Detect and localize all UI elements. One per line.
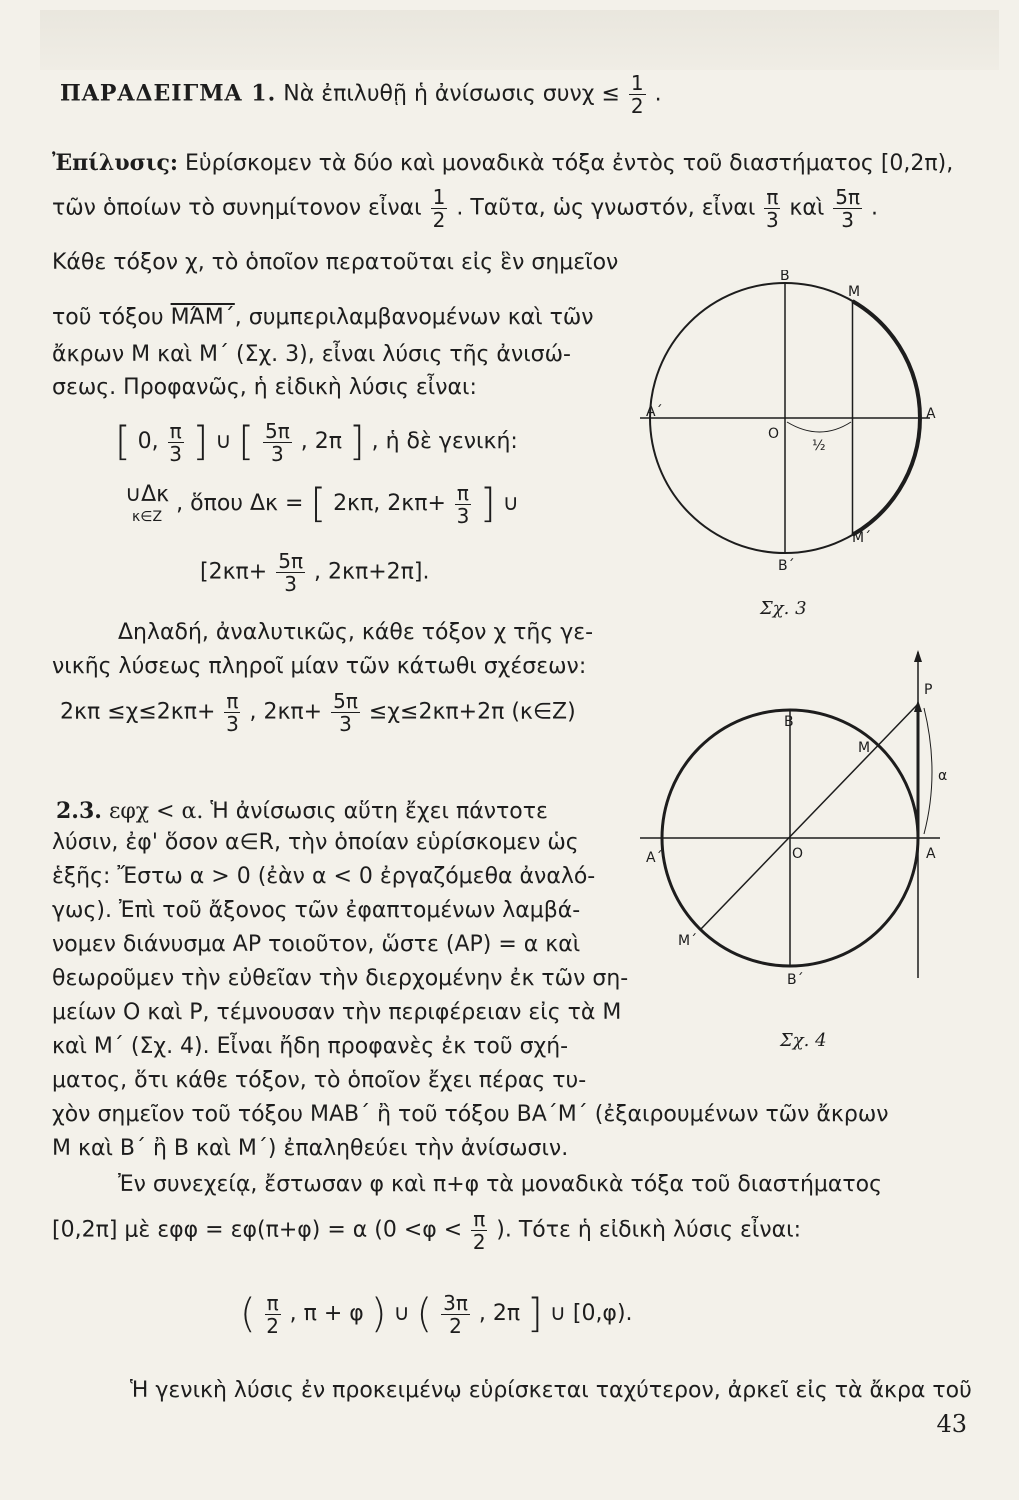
bleed-through-text [40, 10, 999, 70]
fraction-5pi-over-3: $\frac{5\pi}{3}$ [333, 689, 358, 736]
fig4-label-M: M [858, 740, 871, 756]
fig4-tangent-arrow [914, 650, 922, 662]
fraction-3pi-over-2: $\frac{3\pi}{2}$ [443, 1290, 468, 1338]
solution-line-4: τοῦ τόξου ΜΆΜ΄, συμπεριλαμβανομένων καὶ τῶν [52, 305, 594, 330]
example-statement: Νὰ ἐπιλυθῇ ἡ ἀνίσωσις συνχ ≤ [283, 81, 620, 107]
section-line-8: καὶ Μ΄ (Σχ. 4). Εἶναι ἤδη προφανὲς ἐκ τοῦ σχή- [52, 1034, 569, 1059]
fraction-pi-over-3: $\frac{\pi}{3}$ [456, 480, 470, 528]
solution-line-1: Ἐπίλυσις: Εὑρίσκομεν τὰ δύο καὶ μοναδικὰ τόξα ἐντὸς τοῦ διαστήματος [0,2π), [52, 150, 954, 176]
fraction-one-half: $\frac{1}{2}$ [630, 71, 644, 118]
figure-4-caption: Σχ. 4 [780, 1030, 827, 1051]
section-line-6: θεωροῦμεν τὴν εὐθεῖαν τὴν διερχομένην ἐκ τῶν ση- [52, 966, 629, 991]
section-number: 2.3. [56, 798, 102, 824]
general-solution-formula: ∪Δκ κ∈Z , ὅπου Δκ = [ 2κπ, 2κπ+ $\frac{\pi}{3}$ ] ∪ [125, 480, 519, 528]
fraction-5pi-over-3: $\frac{5\pi}{3}$ [835, 185, 861, 232]
fraction-pi-over-3: $\frac{\pi}{3}$ [226, 689, 239, 736]
section-heading: εφχ < α. [108, 799, 204, 824]
general-solution-second-interval: [2κπ+ $\frac{5\pi}{3}$ , 2κπ+2π]. [200, 549, 430, 596]
fraction-5pi-over-3: $\frac{5\pi}{3}$ [278, 549, 303, 596]
fig4-label-B: B [784, 714, 794, 730]
fig3-label-M-prime: M΄ [852, 530, 872, 546]
special-solution-formula: [ 0, $\frac{\pi}{3}$ ] ∪ [ $\frac{5\pi}{3}$ , 2π ] , ἡ δὲ γενική: [115, 418, 518, 466]
example-heading-line: ΠΑΡΑΔΕΙΓΜΑ 1. Νὰ ἐπιλυθῇ ἡ ἀνίσωσις συνχ ≤ $\frac{1}{2}$ . [60, 71, 662, 118]
analytic-inequalities: 2κπ ≤χ≤2κπ+ $\frac{\pi}{3}$ , 2κπ+ $\frac{5\pi}{3}$ ≤χ≤2κπ+2π (κ∈Z) [60, 689, 576, 736]
section-line-3: ἑξῆς: Ἔστω α > 0 (ἐὰν α < 0 ἐργαζόμεθα ἀναλό- [52, 864, 596, 889]
last-line: Ἡ γενικὴ λύσις ἐν προκειμένῳ εὑρίσκεται ταχύτερον, ἀρκεῖ εἰς τὰ ἄκρα τοῦ [130, 1378, 972, 1403]
fraction-5pi-over-3: $\frac{5\pi}{3}$ [264, 418, 290, 466]
solution-line-3: Κάθε τόξον χ, τὸ ὁποῖον περατοῦται εἰς ἓν σημεῖον [52, 250, 619, 275]
fig4-label-P: P [924, 682, 933, 698]
fraction-pi-over-2: $\frac{\pi}{2}$ [266, 1290, 279, 1338]
figure-3-unit-circle [630, 270, 960, 590]
fig4-label-O: O [792, 846, 804, 862]
section-line-10: χὸν σημεῖον τοῦ τόξου ΜΑΒ΄ ἢ τοῦ τόξου ΒΑ΄Μ΄ (ἐξαιρουμένων τῶν ἄκρων [52, 1102, 889, 1127]
solution-label: Ἐπίλυσις: [52, 150, 179, 176]
fig4-label-A-prime: A΄ [646, 850, 663, 866]
fig3-label-B-prime: B΄ [778, 558, 795, 574]
fig3-brace [787, 422, 851, 432]
fig3-label-half: ½ [812, 438, 826, 454]
section-line-5: νομεν διάνυσμα ΑΡ τοιοῦτον, ὥστε (ΑΡ) = α καὶ [52, 932, 581, 957]
fig4-label-alpha: α [938, 768, 948, 784]
fig4-brace [924, 708, 932, 834]
fig3-label-M: M [848, 284, 861, 300]
analytic-line-1: Δηλαδή, ἀναλυτικῶς, κάθε τόξον χ τῆς γε- [118, 620, 594, 645]
section-line-11: Μ καὶ Β΄ ἢ Β καὶ Μ΄) ἐπαληθεύει τὴν ἀνίσωσιν. [52, 1136, 569, 1161]
page-number: 43 [936, 1410, 967, 1438]
fraction-pi-over-3: $\frac{\pi}{3}$ [765, 185, 779, 232]
section-line-9: ματος, ὅτι κάθε τόξον, τὸ ὁποῖον ἔχει πέρας τυ- [52, 1068, 587, 1093]
section-line-7: μείων Ο καὶ Ρ, τέμνουσαν τὴν περιφέρειαν εἰς τὰ Μ [52, 1000, 622, 1025]
fraction-one-half: $\frac{1}{2}$ [432, 185, 446, 232]
section-line-13: [0,2π] μὲ εφφ = εφ(π+φ) = α (0 <φ < $\frac{\pi}{2}$ ). Τότε ἡ εἰδικὴ λύσις εἶναι: [52, 1207, 801, 1254]
fraction-pi-over-3: $\frac{\pi}{3}$ [169, 418, 182, 466]
final-special-solution: ( $\frac{\pi}{2}$ , π + φ ) ∪ ( $\frac{3\pi}{2}$ , 2π ] ∪ [0,φ). [240, 1290, 633, 1338]
figure-4-tangent-diagram [640, 648, 970, 998]
section-2-3-line-1: 2.3. εφχ < α. Ἡ ἀνίσωσις αὕτη ἔχει πάντοτε [56, 798, 548, 824]
section-line-4: γως). Ἐπὶ τοῦ ἄξονος τῶν ἐφαπτομένων λαμβά- [52, 898, 581, 923]
analytic-line-2: νικῆς λύσεως πληροῖ μίαν τῶν κάτωθι σχέσεων: [52, 654, 587, 679]
example-title: ΠΑΡΑΔΕΙΓΜΑ 1. [60, 80, 277, 107]
section-line-2: λύσιν, ἐφ' ὅσον α∈R, τὴν ὁποίαν εὑρίσκομεν ὡς [52, 830, 579, 855]
solution-line-6: σεως. Προφανῶς, ἡ εἰδικὴ λύσις εἶναι: [52, 375, 477, 400]
fig4-label-M-prime: M΄ [678, 933, 698, 949]
fig3-label-B: B [780, 270, 790, 284]
figure-3-caption: Σχ. 3 [760, 598, 807, 619]
solution-line-2: τῶν ὁποίων τὸ συνημίτονον εἶναι $\frac{1}{2}$ . Ταῦτα, ὡς γνωστόν, εἶναι $\frac{\pi}{3}$ καὶ $\frac{5\pi}{3}$ . [52, 185, 879, 232]
fig3-label-A: A [926, 406, 936, 422]
arc-MAM: ΜΆΜ΄ [170, 305, 235, 330]
fig3-label-A-prime: A΄ [646, 404, 663, 420]
fig4-label-A: A [926, 846, 936, 862]
solution-line-5: ἄκρων Μ καὶ Μ΄ (Σχ. 3), εἶναι λύσις τῆς ἀνισώ- [52, 342, 571, 367]
fig3-label-O: O [768, 426, 780, 442]
fig4-line-OP [700, 704, 918, 930]
fig4-label-B-prime: B΄ [787, 972, 804, 988]
section-line-12: Ἐν συνεχείᾳ, ἔστωσαν φ καὶ π+φ τὰ μοναδικὰ τόξα τοῦ διαστήματος [118, 1172, 883, 1197]
fraction-pi-over-2: $\frac{\pi}{2}$ [472, 1207, 486, 1254]
